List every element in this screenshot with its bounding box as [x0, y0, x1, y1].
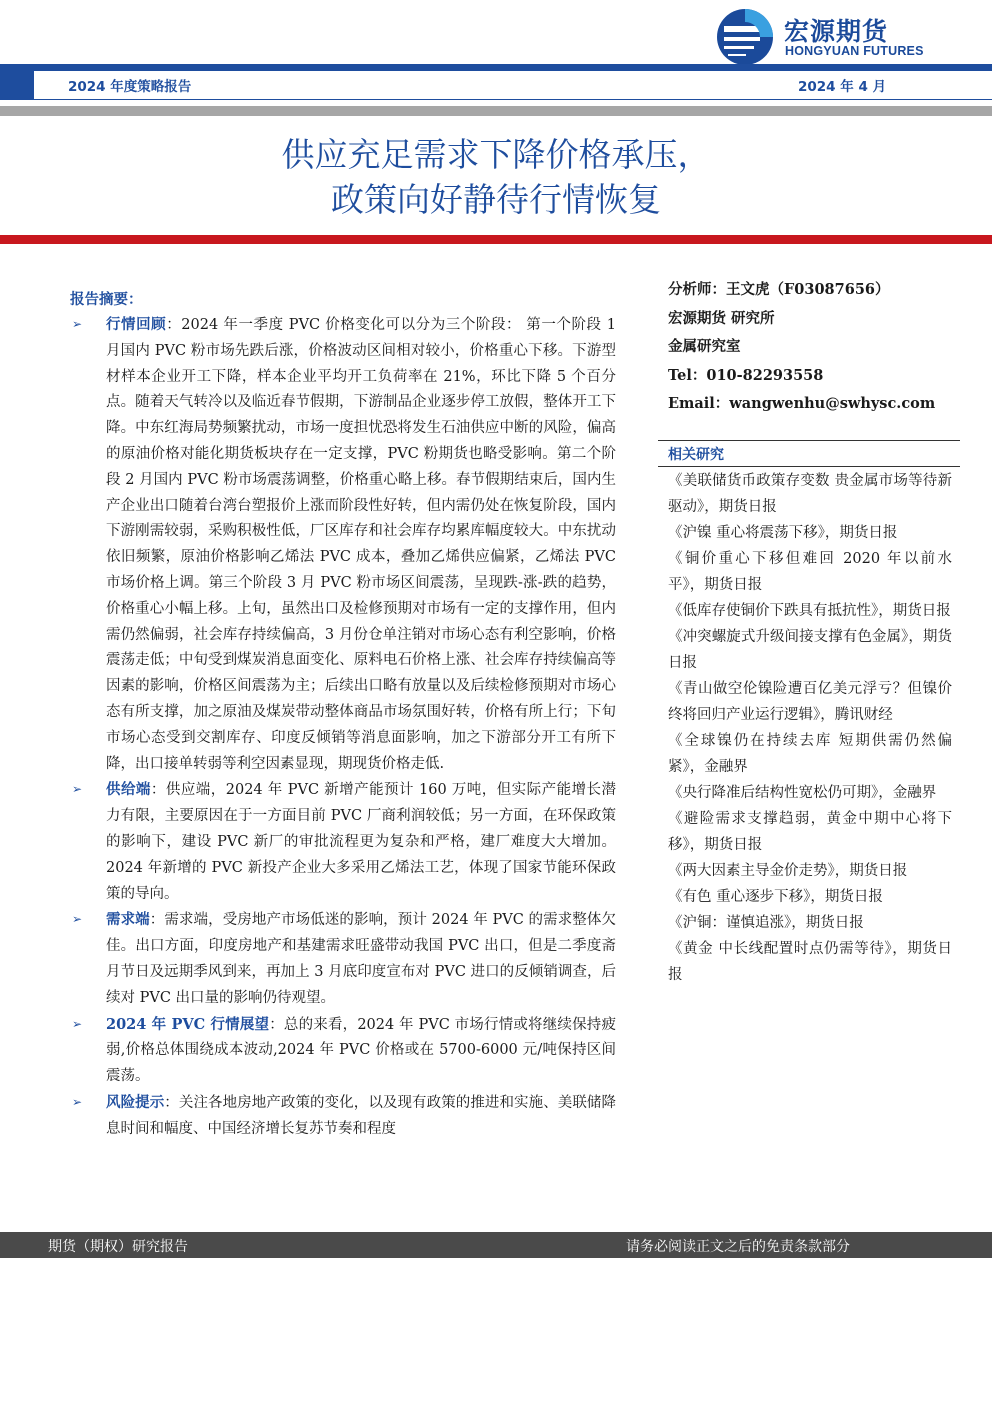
related-item: 《避险需求支撑趋弱，黄金中期中心将下移》，期货日报 — [668, 811, 952, 853]
related-item: 《黄金 中长线配置时点仍需等待》，期货日报 — [668, 941, 952, 983]
arrow-bullet-icon: ➢ — [72, 317, 83, 331]
bullet-key: 供给端 — [106, 781, 151, 799]
bullet-text: ：供应端，2024 年 PVC 新增产能预计 160 万吨，但实际产能增长潜力有限，主要原因在于一方面目前 PVC 厂商利润较低；另一方面，在环保政策的影响下，建设 PVC 新厂的审批流程更为复杂和严格，建厂难度大大增加。2024 年新增的 PVC 新投产企业大多采用乙烯法工艺，体现了国家节能环保政策的导向。 — [106, 782, 616, 902]
related-item: 《沪铜：谨慎追涨》，期货日报 — [668, 915, 864, 931]
contact-email[interactable]: Email：wangwenhu@swhysc.com — [668, 395, 936, 412]
abstract-bullet-market-review — [68, 312, 616, 777]
title-line-2: 政策向好静待行情恢复 — [331, 180, 661, 219]
related-item: 《两大因素主导金价走势》，期货日报 — [668, 863, 908, 879]
related-item: 《美联储货币政策存变数 贵金属市场等待新驱动》，期货日报 — [668, 473, 952, 515]
related-item: 《有色 重心逐步下移》，期货日报 — [668, 889, 883, 905]
arrow-bullet-icon: ➢ — [72, 782, 83, 797]
arrow-bullet-icon: ➢ — [72, 1016, 83, 1031]
report-date: 2024 年 4 月 — [798, 79, 887, 95]
bullet-text: ：关注各地房地产政策的变化，以及现有政策的推进和实施、美联储降息时间和幅度、中国经济增长复苏节奏和程度 — [106, 1094, 616, 1137]
brand-name-cn: 宏源期货 — [784, 17, 889, 46]
related-item: 《铜价重心下移但难回 2020 年以前水平》，期货日报 — [668, 551, 952, 593]
bullet-text: ：总的来看，2024 年 PVC 市场行情或将继续保持疲弱,价格总体围绕成本波动,2024 年 PVC 价格或在 5700-6000 元/吨保持区间震荡。 — [106, 1016, 616, 1085]
related-item: 《青山做空伦镍险遭百亿美元浮亏？但镍价终将回归产业运行逻辑》，腾讯财经 — [668, 681, 952, 723]
abstract-bullet-risk — [68, 1090, 616, 1143]
hongyuan-logo-icon — [716, 8, 774, 66]
title-divider — [0, 235, 992, 244]
related-item: 《沪镍 重心将震荡下移》，期货日报 — [668, 525, 898, 541]
title-line-1: 供应充足需求下降价格承压， — [281, 135, 711, 174]
footer-disclaimer: 请务必阅读正文之后的免责条款部分 — [626, 1239, 850, 1255]
related-research-heading-text: 相关研究 — [668, 447, 724, 463]
brand-name-en: HONGYUAN FUTURES — [785, 44, 924, 58]
bullet-key: 2024 年 PVC 行情展望 — [106, 1015, 270, 1033]
related-research-list — [668, 468, 952, 988]
bullet-key: 需求端 — [106, 911, 150, 929]
footer-report-category: 期货（期权）研究报告 — [48, 1239, 188, 1255]
analyst-contacts — [668, 276, 968, 419]
related-item: 《冲突螺旋式升级间接支撑有色金属》，期货日报 — [668, 629, 952, 671]
bullet-text: ：需求端，受房地产市场低迷的影响，预计 2024 年 PVC 的需求整体欠佳。出口方面，印度房地产和基建需求旺盛带动我国 PVC 出口，但是二季度斋月节日及远期季风到来，再加上 3 月底印度宣布对 PVC 进口的反倾销调查，后续对 PVC 出口量的影响仍待观望。 — [106, 912, 616, 1006]
institute-name: 宏源期货 研究所 — [668, 309, 775, 327]
analyst-name: 分析师：王文虎（F03087656） — [668, 281, 890, 298]
abstract-list — [68, 312, 616, 1143]
arrow-bullet-icon: ➢ — [72, 1094, 83, 1109]
related-research-heading — [658, 444, 960, 467]
abstract-heading: 报告摘要： — [70, 292, 143, 308]
arrow-bullet-icon: ➢ — [72, 912, 83, 927]
bullet-key: 风险提示 — [106, 1093, 165, 1111]
abstract-bullet-outlook — [68, 1012, 616, 1090]
abstract-bullet-supply — [68, 777, 616, 907]
related-top-divider — [658, 440, 960, 441]
bullet-key: 行情回顾 — [106, 316, 167, 333]
related-item: 《央行降准后结构性宽松仍可期》，金融界 — [668, 785, 937, 801]
report-type: 2024 年度策略报告 — [68, 79, 192, 95]
related-item: 《低库存使铜价下跌具有抵抗性》，期货日报 — [668, 603, 951, 619]
company-logo — [716, 6, 986, 60]
header-divider — [0, 106, 992, 116]
contact-tel: Tel：010-82293558 — [668, 366, 824, 384]
bullet-text: ：2024 年一季度 PVC 价格变化可以分为三个阶段： 第一个阶段 1 月国内 PVC 粉市场先跌后涨，价格波动区间相对较小，价格重心下移。下游型材样本企业开工下降，样本企业平均开工负荷率在 21%，环比下降 5 个百分点。随着天气转冷以及临近春节假期，下游制品企业逐步停工放假，整体开工下降。中东红海局势频繁扰动，市场一度担忧恐将发生石油供应中断的风险，偏高的原油价格对能化期货板块存在一定支撑，PVC 粉期货也略受影响。第二个阶段 2 月国内 PVC 粉市场震荡调整，价格重心略上移。春节假期结束后，国内生产企业出口随着台湾台塑报价上涨而阶段性好转，但内需仍处在恢复阶段，国内下游刚需较弱，采购积极性低，厂区库存和社会库存均累库幅度较大。中东扰动依旧频繁，原油价格影响乙烯法 PVC 成本，叠加乙烯供应偏紧，乙烯法 PVC 市场价格上调。第三个阶段 3 月 PVC 粉市场区间震荡，呈现跌-涨-跌的趋势，价格重心小幅上移。上旬，虽然出口及检修预期对市场有一定的支撑作用，但内需仍然偏弱，社会库存持续偏高，3 月份仓单注销对市场心态有利空影响，价格震荡走低；中旬受到煤炭消息面变化、原料电石价格上涨、社会库存持续偏高等因素的影响，价格区间震荡为主；后续出口略有放量以及后续检修预期对市场心态有所支撑，加之原油及煤炭带动整体商品市场氛围好转，价格有所上行；下旬市场心态受到交割库存、印度反倾销等消息面影响，加之下游部分开工有所下降，出口接单转弱等利空因素显现，期现货价格走低. — [106, 317, 616, 772]
abstract-bullet-demand — [68, 907, 616, 1011]
office-name: 金属研究室 — [668, 338, 741, 355]
report-title — [0, 132, 992, 222]
related-item: 《全球镍仍在持续去库 短期供需仍然偏紧》，金融界 — [668, 733, 952, 775]
